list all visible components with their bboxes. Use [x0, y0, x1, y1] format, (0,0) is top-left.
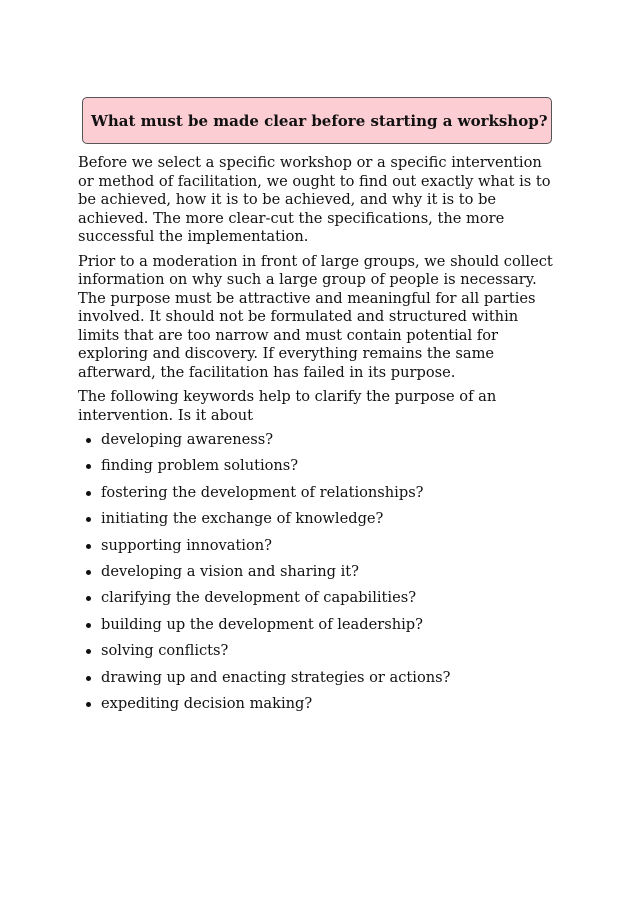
keyword-list	[78, 431, 562, 721]
list-item	[78, 563, 562, 589]
list-item-text: finding problem solutions?	[101, 457, 299, 475]
list-item-text: fostering the development of relationships?	[101, 483, 424, 501]
bullet-icon	[86, 649, 91, 654]
bullet-icon	[86, 544, 91, 549]
list-item	[78, 589, 562, 615]
list-item	[78, 669, 562, 695]
bullet-icon	[86, 517, 91, 522]
title-box	[82, 97, 552, 144]
list-item	[78, 537, 562, 563]
list-item	[78, 431, 562, 457]
page-title: What must be made clear before starting a workshop?	[91, 111, 548, 130]
list-item-text: solving conflicts?	[101, 642, 229, 660]
paragraph-intro: Before we select a specific workshop or a specific intervention or method of facilitation, we ought to find out exactly what is to be achieved, how it is to be achieved, and why it is to be achieved. The more clear-cut the specifications, the more successful the implementation.	[78, 154, 551, 245]
bullet-icon	[86, 570, 91, 575]
list-item	[78, 642, 562, 668]
list-item	[78, 616, 562, 642]
list-item	[78, 484, 562, 510]
list-item	[78, 695, 562, 721]
bullet-icon	[86, 491, 91, 496]
list-item-text: developing a vision and sharing it?	[101, 562, 359, 580]
list-item	[78, 457, 562, 483]
bullet-icon	[86, 623, 91, 628]
list-item-text: clarifying the development of capabilities?	[101, 589, 417, 607]
list-item-text: drawing up and enacting strategies or actions?	[101, 668, 451, 686]
list-item-text: expediting decision making?	[101, 694, 313, 712]
paragraph-large-groups: Prior to a moderation in front of large groups, we should collect information on why such a large group of people is necessary. The purpose must be attractive and meaningful for all parties involved. It should not be formulated and structured within limits that are too narrow and must contain potential for exploring and discovery. If everything remains the same afterward, the facilitation has failed in its purpose.	[78, 252, 553, 381]
list-item-text: initiating the exchange of knowledge?	[101, 510, 384, 528]
bullet-icon	[86, 438, 91, 443]
body-content	[78, 154, 562, 721]
list-item-text: supporting innovation?	[101, 536, 272, 554]
list-item	[78, 510, 562, 536]
bullet-icon	[86, 464, 91, 469]
bullet-icon	[86, 702, 91, 707]
list-item-text: developing awareness?	[101, 431, 274, 448]
list-item-text: building up the development of leadership?	[101, 615, 423, 633]
paragraph-keywords-intro: The following keywords help to clarify the purpose of an intervention. Is it about	[78, 388, 497, 424]
bullet-icon	[86, 676, 91, 681]
bullet-icon	[86, 596, 91, 601]
